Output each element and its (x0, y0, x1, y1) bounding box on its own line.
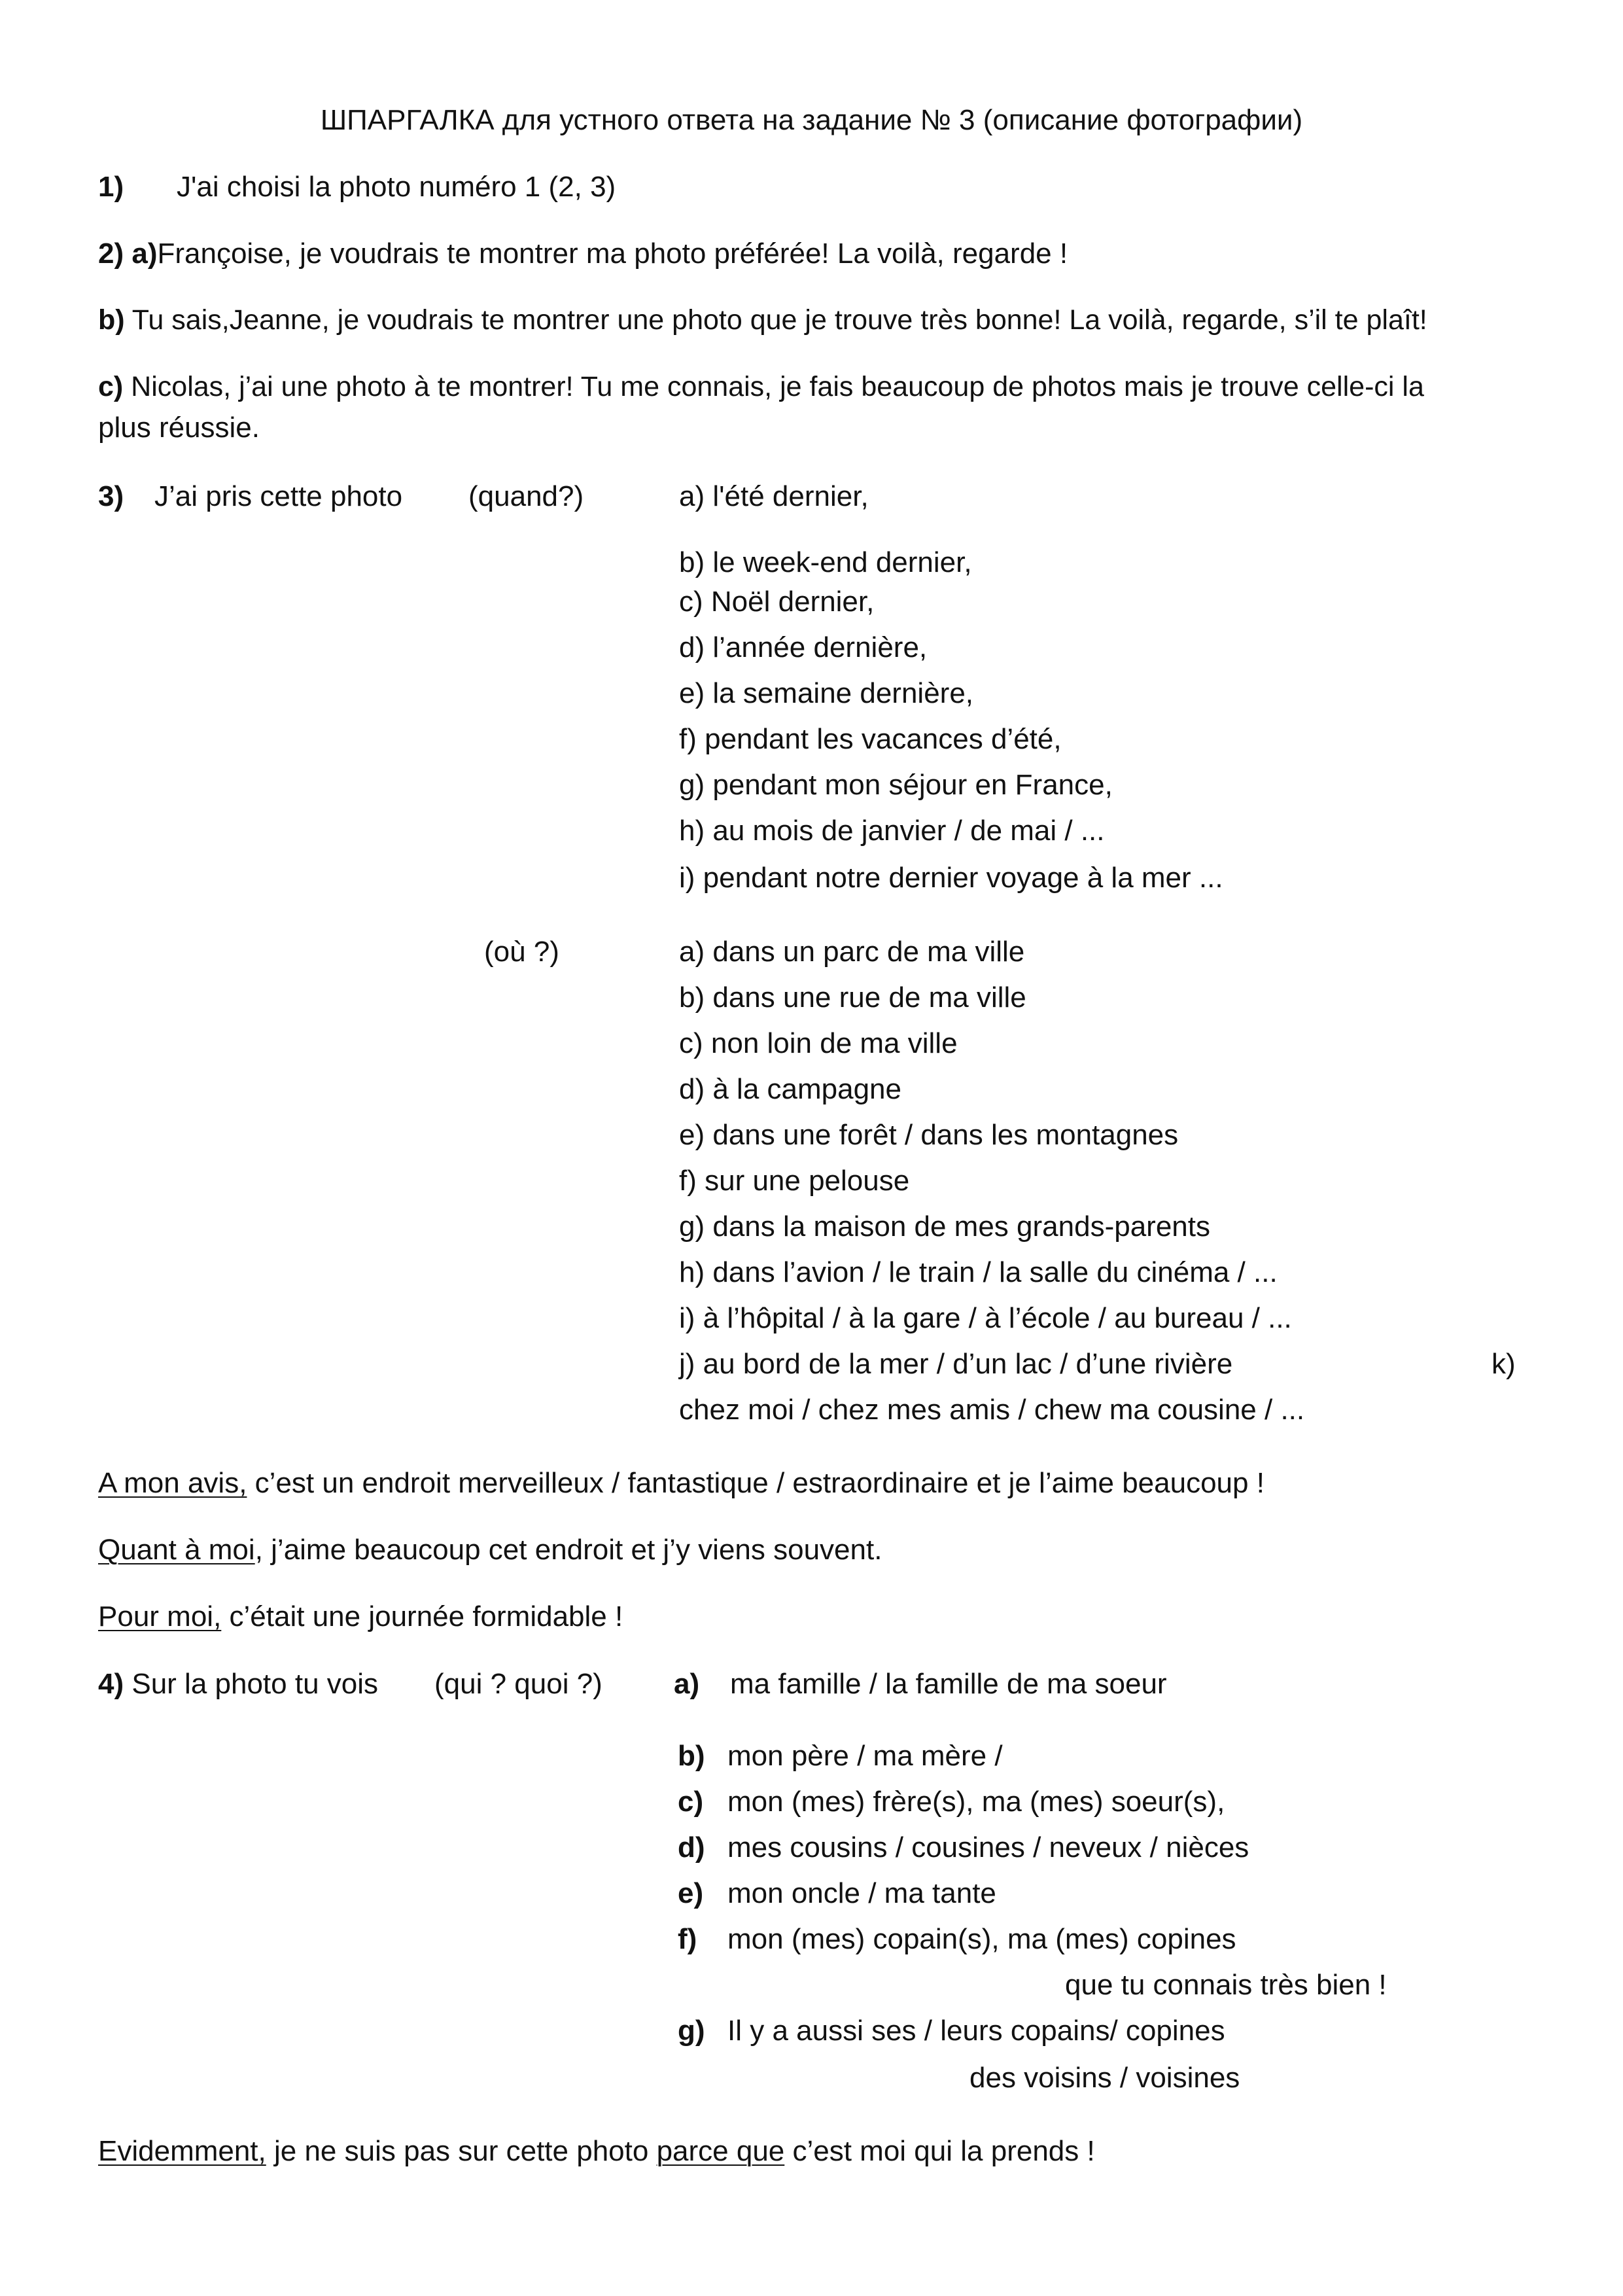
where-item-j: j) au bord de la mer / d’un lac / d’une rivière (679, 1348, 1233, 1380)
who-item-c: mon (mes) frère(s), ma (mes) soeur(s), (727, 1786, 1225, 1818)
opinion-line-3 (98, 1602, 623, 1631)
section-3-where-question: (où ?) (484, 936, 559, 968)
final-text-end: c’est moi qui la prends ! (784, 2135, 1095, 2167)
section-3-lead: J’ai pris cette photo (154, 480, 403, 512)
when-item-c: c) Noël dernier, (679, 586, 875, 618)
who-item-e-label: e) (678, 1877, 704, 1909)
who-item-b: mon père / ma mère / (727, 1740, 1003, 1772)
final-phrase-1: Evidemment, (98, 2135, 266, 2167)
section-2a (98, 239, 1068, 268)
opinion-2-phrase: Quant à moi (98, 1534, 255, 1566)
final-line (98, 2137, 1095, 2166)
section-1-text: J'ai choisi la photo numéro 1 (2, 3) (177, 171, 616, 203)
section-2a-label: 2) a) (98, 238, 158, 270)
section-2b-label: b) (98, 304, 125, 336)
section-2c-label: c) (98, 371, 124, 402)
section-2c-text-line-2: plus réussie. (98, 412, 260, 444)
page-title: ШПАРГАЛКА для устного ответа на задание № 3 (описание фотографии) (320, 104, 1303, 136)
when-item-b: b) le week-end dernier, (679, 546, 972, 578)
when-item-f: f) pendant les vacances d’été, (679, 723, 1062, 755)
when-item-i: i) pendant notre dernier voyage à la mer ... (679, 862, 1223, 894)
section-4-number: 4) (98, 1668, 124, 1700)
who-item-b-label: b) (678, 1740, 705, 1772)
section-3-number: 3) (98, 480, 124, 512)
when-item-h: h) au mois de janvier / de mai / ... (679, 815, 1105, 847)
section-2c-text-line-1: Nicolas, j’ai une photo à te montrer! Tu me connais, je fais beaucoup de photos mais je trouve celle-ci la (123, 371, 1424, 402)
where-item-c: c) non loin de ma ville (679, 1027, 958, 1059)
section-2b-text: Tu sais,Jeanne, je voudrais te montrer une photo que je trouve très bonne! La voilà, regarde, s’il te plaît! (124, 304, 1427, 336)
where-item-i: i) à l’hôpital / à la gare / à l’école / au bureau / ... (679, 1302, 1292, 1334)
section-2b (98, 306, 1427, 334)
section-2a-text: Françoise, je voudrais te montrer ma photo préférée! La voilà, regarde ! (157, 238, 1068, 270)
who-item-a: ma famille / la famille de ma soeur (730, 1668, 1167, 1700)
who-item-f-continuation: que tu connais très bien ! (1065, 1969, 1387, 2001)
who-item-g-continuation: des voisins / voisines (969, 2062, 1240, 2094)
where-item-f: f) sur une pelouse (679, 1165, 910, 1197)
who-item-g: Il y a aussi ses / leurs copains/ copines (727, 2015, 1225, 2047)
opinion-line-2 (98, 1536, 882, 1564)
where-item-d: d) à la campagne (679, 1073, 901, 1105)
where-item-k-label: k) (1492, 1348, 1516, 1380)
when-item-g: g) pendant mon séjour en France, (679, 769, 1113, 801)
when-item-a: a) l'été dernier, (679, 480, 869, 512)
opinion-3-text: c’était une journée formidable ! (221, 1600, 623, 1633)
where-item-g: g) dans la maison de mes grands-parents (679, 1210, 1210, 1243)
who-item-f-label: f) (678, 1923, 697, 1955)
who-item-d: mes cousins / cousines / neveux / nièces (727, 1831, 1249, 1863)
section-1-number: 1) (98, 171, 124, 203)
when-item-e: e) la semaine dernière, (679, 677, 974, 709)
who-item-f: mon (mes) copain(s), ma (mes) copines (727, 1923, 1236, 1955)
section-4-question: (qui ? quoi ?) (434, 1668, 602, 1700)
section-3-when-question: (quand?) (468, 480, 584, 512)
where-item-a: a) dans un parc de ma ville (679, 936, 1025, 968)
when-item-d: d) l’année dernière, (679, 631, 928, 663)
opinion-2-text: , j’aime beaucoup cet endroit et j’y viens souvent. (254, 1534, 882, 1566)
who-item-c-label: c) (678, 1786, 704, 1818)
opinion-line-1 (98, 1469, 1265, 1498)
opinion-1-text: c’est un endroit merveilleux / fantastique / estraordinaire et je l’aime beaucoup ! (247, 1467, 1265, 1499)
where-item-e: e) dans une forêt / dans les montagnes (679, 1119, 1179, 1151)
who-item-d-label: d) (678, 1831, 705, 1863)
who-item-a-label: a) (674, 1668, 700, 1700)
who-item-e: mon oncle / ma tante (727, 1877, 996, 1909)
final-text-middle: je ne suis pas sur cette photo (266, 2135, 657, 2167)
where-item-b: b) dans une rue de ma ville (679, 981, 1026, 1014)
section-2c (98, 373, 1424, 401)
final-phrase-2: parce que (656, 2135, 785, 2167)
opinion-3-phrase: Pour moi, (98, 1600, 222, 1633)
section-4-lead-line (98, 1670, 378, 1699)
where-item-k: chez moi / chez mes amis / chew ma cousine / ... (679, 1394, 1305, 1426)
section-4-lead: Sur la photo tu vois (124, 1668, 379, 1700)
who-item-g-label: g) (678, 2015, 705, 2047)
opinion-1-phrase: A mon avis, (98, 1467, 247, 1499)
where-item-h: h) dans l’avion / le train / la salle du cinéma / ... (679, 1256, 1278, 1288)
